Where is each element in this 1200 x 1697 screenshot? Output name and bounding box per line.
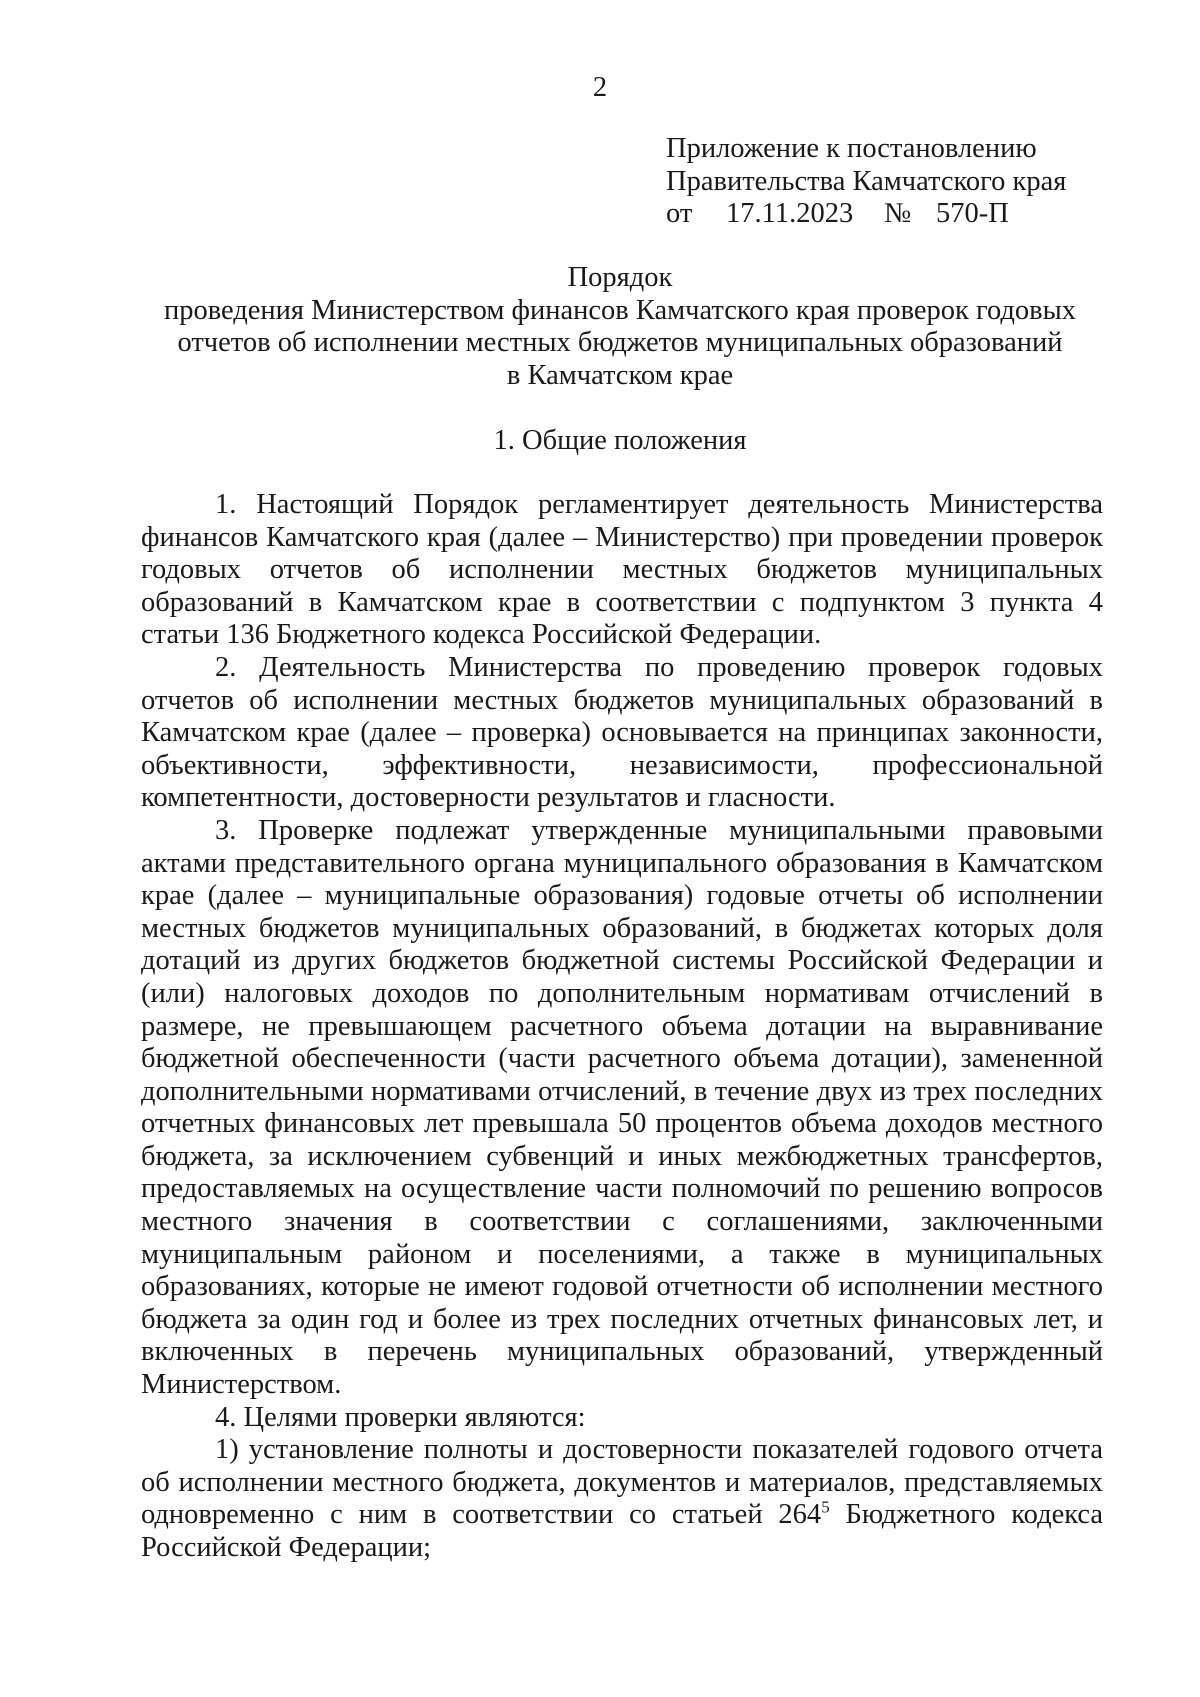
approval-line-1: Приложение к постановлению	[666, 133, 1037, 164]
paragraph-1: 1. Настоящий Порядок регламентирует деятельность Министерства финансов Камчатского края (далее – Министерство) при проведении проверок годовых отчетов об исполнении местных бюджетов муниципальных образований в Камчатском крае в соответствии с подпунктом 3 пункта 4 статьи 136 Бюджетного кодекса Российской Федерации.	[141, 489, 1103, 651]
document-body	[141, 489, 1103, 1565]
approval-line-2: Правительства Камчатского края	[666, 165, 1067, 197]
document-title	[140, 262, 1100, 392]
approval-date: 17.11.2023	[726, 198, 854, 230]
title-line-3: отчетов об исполнении местных бюджетов муниципальных образований	[177, 327, 1063, 359]
paragraph-5-text-end: Бюджетного кодекса Российской Федерации;	[141, 1499, 1103, 1563]
paragraph-2: 2. Деятельность Министерства по проведению проверок годовых отчетов об исполнении местных бюджетов муниципальных образований в Камчатском крае (далее – проверка) основывается на принципах законности, объективности, эффективности, независимости, профессиональной компетентности, достоверности результатов и гласности.	[141, 651, 1103, 814]
paragraph-5-text: 1) установление полноты и достоверности показателей годового отчета об исполнении местного бюджета, документов и материалов, представляемых одновременно с ним в соответствии со статьей 264	[141, 1434, 1103, 1531]
section-heading: 1. Общие положения	[493, 425, 747, 456]
title-line-2: проведения Министерством финансов Камчатского края проверок годовых	[163, 294, 1077, 326]
page-number: 2	[592, 72, 608, 103]
approval-number: 570-П	[936, 198, 1009, 230]
approval-block	[666, 133, 1126, 231]
paragraph-5	[141, 1434, 1103, 1564]
paragraph-4: 4. Целями проверки являются:	[215, 1401, 586, 1433]
title-line-1: Порядок	[567, 262, 673, 293]
paragraph-3: 3. Проверке подлежат утвержденные муниципальными правовыми актами представительного органа муниципального образования в Камчатском крае (далее – муниципальные образования) годовые отчеты об исполнении местных бюджетов муниципальных образований, в бюджетах которых доля дотаций из других бюджетов бюджетной системы Российской Федерации и (или) налоговых доходов по дополнительным нормативам отчислений в размере, не превышающем расчетного объема дотации на выравнивание бюджетной обеспеченности (части расчетного объема дотации), замененной дополнительными нормативами отчислений, в течение двух из трех последних отчетных финансовых лет превышала 50 процентов объема доходов местного бюджета, за исключением субвенций и иных межбюджетных трансфертов, предоставляемых на осуществление части полномочий по решению вопросов местного значения в соответствии с соглашениями, заключенными муниципальным районом и поселениями, а также в муниципальных образованиях, которые не имеют годовой отчетности об исполнении местного бюджета за один год и более из трех последних отчетных финансовых лет, и включенных в перечень муниципальных образований, утвержденный Министерством.	[141, 814, 1103, 1401]
approval-date-line	[666, 198, 1126, 231]
approval-from-label: от	[666, 198, 693, 230]
article-superscript: 5	[821, 1497, 830, 1517]
approval-number-sign: №	[884, 198, 912, 230]
title-line-4: в Камчатском крае	[506, 359, 734, 391]
